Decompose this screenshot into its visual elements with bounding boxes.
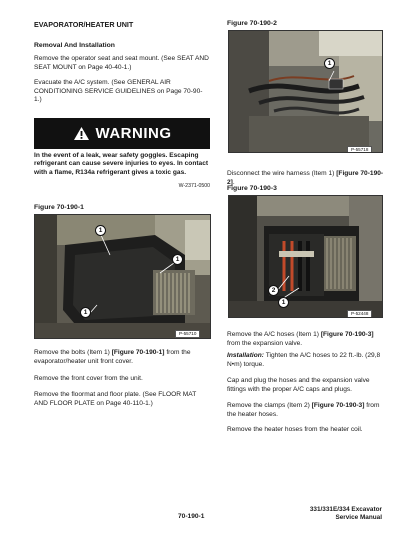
figure-1-callout-1: 1 <box>95 225 106 236</box>
step-remove-heater-hoses: Remove the heater hoses from the heater coil. <box>227 426 363 433</box>
step-disconnect-harness-end: . <box>232 178 235 186</box>
figure-1-title: Figure 70-190-1 <box>34 204 84 211</box>
step-remove-clamps <box>227 402 387 419</box>
wire-harness-photo-image <box>229 31 383 153</box>
figure-3-reference: [Figure 70-190-3] <box>320 331 374 338</box>
figure-1-reference: [Figure 70-190-1] <box>111 349 165 356</box>
step-cap-plug: Cap and plug the hoses and the expansion valve fittings with the proper A/C caps and plugs. <box>227 377 370 393</box>
installation-label: Installation: <box>227 352 264 359</box>
figure-3-title: Figure 70-190-3 <box>227 185 277 192</box>
warning-text: In the event of a leak, wear safety goggles. Escaping refrigerant can cause severe injuries to eyes. In contact with a flame, R134a refrigerant gives a toxic gas. <box>34 152 209 176</box>
step-remove-ac-hoses <box>227 331 387 348</box>
warning-banner <box>34 118 210 149</box>
footer-manual-info <box>310 506 382 522</box>
step-remove-bolts <box>34 349 210 366</box>
step-remove-ac-hoses-end: from the expansion valve. <box>227 339 303 347</box>
figure-3-reference-2: [Figure 70-190-3] <box>311 402 365 409</box>
figure-3-callout-1: 1 <box>278 297 289 308</box>
step-remove-ac-hoses-text: Remove the A/C hoses (Item 1) <box>227 331 321 338</box>
installation-note <box>227 352 387 369</box>
warning-code: W-2371-0500 <box>178 183 210 189</box>
step-remove-clamps-end: from the heater hoses. <box>227 402 380 418</box>
figure-2-photo <box>228 30 383 153</box>
figure-2-reference: [Figure 70-190-2] <box>227 170 384 186</box>
paragraph-evacuate: Evacuate the A/C system. (See GENERAL AIR CONDITIONING SERVICE GUIDELINES on Page 70-90-1.) <box>34 79 203 104</box>
installation-text: Tighten the A/C hoses to 22 ft.-lb. (29,8 N•m) torque. <box>227 352 381 368</box>
footer-model: 331/331E/334 Excavator <box>309 506 382 513</box>
footer-manual-title: Service Manual <box>335 514 382 521</box>
step-remove-clamps-text: Remove the clamps (Item 2) <box>227 402 312 409</box>
step-remove-floormat: Remove the floormat and floor plate. (See FLOOR MAT AND FLOOR PLATE on Page 40-110-1.) <box>34 391 197 407</box>
step-remove-bolts-text-end: from the evaporator/heater unit front cover. <box>34 349 191 365</box>
section-subtitle: Removal And Installation <box>34 42 115 49</box>
step-disconnect-harness-text: Disconnect the wire harness (Item 1) <box>227 170 337 177</box>
paragraph-remove-seat: Remove the operator seat and seat mount. (See SEAT AND SEAT MOUNT on Page 40-40-1.) <box>34 55 209 71</box>
figure-3-photo <box>228 195 383 318</box>
step-remove-bolts-text: Remove the bolts (Item 1) <box>34 349 112 356</box>
figure-3-callout-2: 2 <box>268 285 279 296</box>
step-remove-cover: Remove the front cover from the unit. <box>34 375 143 382</box>
ac-hoses-photo-image <box>229 196 383 318</box>
section-title: EVAPORATOR/HEATER UNIT <box>34 20 134 29</box>
figure-3-code: P-52448 <box>347 310 372 318</box>
figure-2-title: Figure 70-190-2 <box>227 20 277 27</box>
warning-triangle-icon <box>73 126 90 141</box>
figure-1-callout-3: 1 <box>80 307 91 318</box>
page-number: 70-190-1 <box>178 513 205 520</box>
figure-2-code: P-55718 <box>347 146 372 153</box>
figure-1-code: P-55710 <box>175 330 200 338</box>
warning-title: WARNING <box>95 125 172 142</box>
figure-2-callout-1: 1 <box>324 58 335 69</box>
figure-1-callout-2: 1 <box>172 254 183 265</box>
figure-1-photo <box>34 214 211 339</box>
evaporator-photo-image <box>35 215 211 339</box>
